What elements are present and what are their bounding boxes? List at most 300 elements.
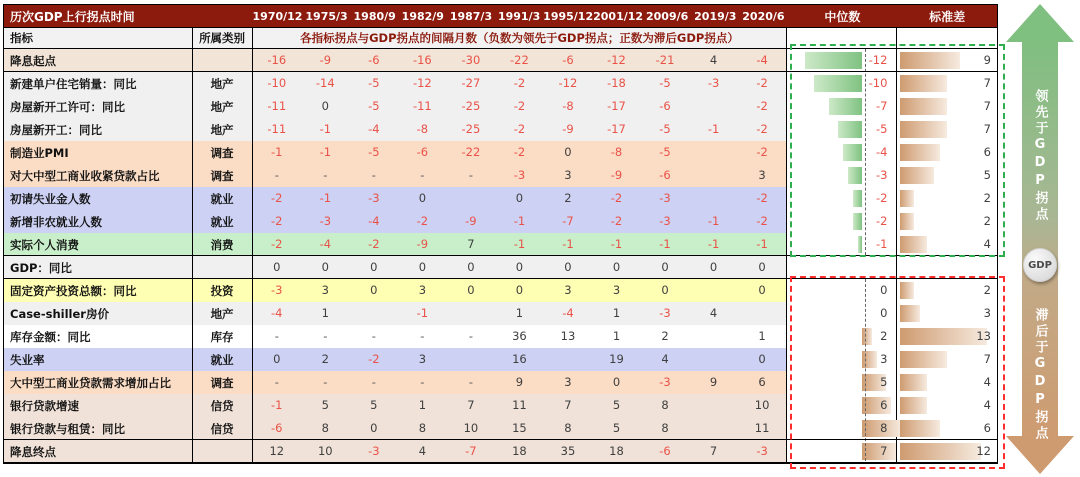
value-cell: 3 [418, 352, 427, 366]
value-cell [689, 417, 738, 440]
value-cell: -4 [368, 122, 380, 136]
value-cell: 0 [612, 260, 621, 274]
value-cell: -2 [513, 122, 526, 136]
value-cell: 3 [418, 283, 427, 297]
indicator-column-header: 指标 [4, 28, 193, 48]
value-cell: -9 [465, 214, 477, 228]
value-cell: -5 [368, 145, 380, 159]
value-cell: 0 [321, 260, 329, 274]
value-cell [447, 187, 496, 210]
table-row [4, 348, 997, 371]
date-column-headers [253, 5, 788, 27]
value-cell: -2 [756, 99, 768, 113]
category-cell: 调查 [193, 164, 253, 187]
std-cell [897, 164, 997, 187]
value-cell: 15 [512, 421, 527, 435]
lagging-gdp-label: 滞后于GDP拐点 [1032, 308, 1048, 442]
value-cell: 0 [418, 191, 427, 205]
column-header-date: 1991/3 [497, 9, 541, 23]
value-cell: -2 [513, 99, 526, 113]
value-cell: 2 [321, 352, 329, 366]
value-cell: -11 [267, 122, 287, 136]
category-cell: 信贷 [193, 394, 253, 417]
category-cell: 信贷 [193, 417, 253, 440]
median-value: -12 [868, 53, 888, 67]
value-cell: 0 [273, 260, 281, 274]
column-header-date: 1987/3 [449, 9, 493, 23]
std-cell [897, 394, 997, 417]
value-cell: -2 [271, 237, 283, 251]
std-cell [897, 233, 997, 256]
category-cell [193, 256, 253, 279]
value-cell: -16 [412, 53, 432, 67]
value-cell: 9 [515, 375, 524, 389]
indicator-name: 固定资产投资总额：同比 [4, 279, 193, 302]
value-cell: -3 [513, 168, 526, 182]
value-cell: -6 [659, 168, 671, 182]
value-cell: 18 [512, 444, 527, 458]
table-row [4, 302, 997, 325]
value-cell: 0 [515, 260, 524, 274]
median-cell [787, 371, 897, 394]
value-cell: 1 [758, 329, 766, 343]
column-header-date: 1975/3 [305, 9, 348, 23]
value-cells [253, 279, 788, 302]
value-cell: -4 [562, 306, 574, 320]
std-value: 4 [983, 398, 991, 412]
std-value: 4 [983, 375, 991, 389]
table-row [4, 141, 997, 164]
value-cell: 9 [709, 375, 718, 389]
table-row [4, 72, 997, 95]
value-cells [253, 72, 788, 95]
value-cell: -6 [659, 99, 671, 113]
category-cell: 消费 [193, 233, 253, 256]
category-cell: 投资 [193, 279, 253, 302]
std-cell [897, 440, 997, 463]
value-cell: -11 [412, 99, 432, 113]
std-cell [897, 49, 997, 72]
std-column-header: 标准差 [929, 9, 966, 24]
value-cell: -22 [510, 53, 529, 67]
value-cells [253, 233, 788, 256]
indicator-name: Case-shiller房价 [4, 302, 193, 325]
median-cell [787, 279, 897, 302]
median-zero-axis-top [865, 49, 866, 255]
indicator-name: 新增非农就业人数 [4, 210, 193, 233]
value-cell [689, 95, 738, 118]
gdp-badge: GDP [1023, 248, 1057, 282]
value-cell: -12 [607, 53, 626, 67]
std-cell [897, 118, 997, 141]
value-cell: -9 [610, 168, 623, 182]
value-cell: -3 [368, 444, 380, 458]
value-cell: 5 [321, 398, 329, 412]
value-cell: -9 [416, 237, 429, 251]
median-value: -5 [875, 122, 888, 136]
value-cell: -4 [319, 237, 332, 251]
value-cell: 0 [661, 283, 669, 297]
value-cell: 0 [515, 283, 524, 297]
value-cell: - [420, 329, 425, 343]
std-bar [900, 397, 927, 414]
indicator-name: 降息起点 [4, 49, 193, 72]
indicator-name: 银行贷款与租赁：同比 [4, 417, 193, 440]
table-row [4, 279, 997, 302]
value-cell: 5 [370, 398, 378, 412]
value-cell: - [274, 375, 279, 389]
table-row [4, 233, 997, 256]
value-cell: 10 [317, 444, 333, 458]
std-bar [900, 190, 913, 207]
value-cell: 12 [269, 444, 285, 458]
value-cells [253, 118, 788, 141]
value-cell: -8 [562, 99, 574, 113]
value-cell: -1 [756, 237, 768, 251]
lead-lag-axis-arrow [1006, 4, 1074, 474]
value-cell: -1 [707, 214, 720, 228]
indicator-name: 对大中型工商业收紧贷款占比 [4, 164, 193, 187]
value-cell: -27 [461, 76, 481, 90]
indicator-name: 初请失业金人数 [4, 187, 193, 210]
category-cell: 调查 [193, 371, 253, 394]
value-cell: -1 [562, 237, 574, 251]
value-cell: 0 [758, 260, 766, 274]
value-cell: -3 [659, 306, 671, 320]
value-cell: -6 [271, 421, 283, 435]
value-cell: -5 [368, 76, 380, 90]
value-cell: 0 [564, 260, 572, 274]
table-row [4, 49, 997, 72]
table-row [4, 210, 997, 233]
value-cells [253, 348, 788, 371]
median-cell [787, 72, 897, 95]
median-bar [829, 98, 863, 115]
std-bar [900, 167, 934, 184]
column-header-date: 2001/12 [593, 9, 644, 23]
value-cell: 8 [564, 421, 572, 435]
value-cell: 8 [321, 421, 329, 435]
value-cell: -1 [707, 237, 720, 251]
table-row [4, 118, 997, 141]
table-header-row [4, 5, 997, 27]
column-header-date: 1995/12 [543, 9, 594, 23]
column-header-date: 1970/12 [252, 9, 303, 23]
value-cell: 8 [418, 421, 427, 435]
median-value: 0 [880, 283, 888, 297]
value-cells [253, 417, 788, 440]
value-cell: - [371, 168, 376, 182]
median-cell [787, 417, 897, 440]
value-cell [544, 348, 593, 371]
value-cell: 1 [321, 306, 329, 320]
median-value: 3 [880, 352, 888, 366]
value-cell: 4 [709, 306, 718, 320]
value-cell: -9 [562, 122, 574, 136]
value-cell: 36 [512, 329, 527, 343]
value-cell: 3 [564, 375, 572, 389]
median-subheader-blank [787, 28, 897, 48]
value-cells [253, 440, 788, 463]
std-value: 3 [983, 306, 991, 320]
value-cell: 0 [661, 260, 669, 274]
value-cell: - [420, 375, 425, 389]
value-cell: -1 [271, 398, 283, 412]
median-value: -10 [868, 76, 888, 90]
value-cell: -2 [756, 214, 768, 228]
value-cell [350, 302, 399, 325]
value-cell: 7 [709, 444, 718, 458]
category-cell: 调查 [193, 141, 253, 164]
page-title: 历次GDP上行拐点时间 [10, 9, 135, 24]
value-cell: 8 [661, 398, 669, 412]
value-cell: - [371, 329, 376, 343]
value-cells [253, 164, 788, 187]
table-row [4, 95, 997, 118]
std-value: 5 [983, 168, 991, 182]
table-row [4, 325, 997, 348]
std-bar [900, 420, 940, 437]
std-bar [900, 121, 947, 138]
value-cell: -3 [368, 191, 380, 205]
value-cell: - [371, 375, 376, 389]
category-cell: 库存 [193, 325, 253, 348]
value-cell: -3 [659, 375, 671, 389]
value-cell: - [323, 329, 328, 343]
indicator-name: 新建单户住宅销量：同比 [4, 72, 193, 95]
value-cell: -22 [461, 145, 481, 159]
indicator-name: 降息终点 [4, 440, 193, 463]
median-value: -3 [875, 168, 888, 182]
median-cell [787, 348, 897, 371]
value-cell: -6 [562, 53, 574, 67]
value-cell: -2 [513, 145, 526, 159]
leading-gdp-label: 领先于GDP拐点 [1032, 89, 1048, 223]
value-cell: -14 [315, 76, 335, 90]
median-cell [787, 233, 897, 256]
value-cells [253, 95, 788, 118]
median-bar [805, 52, 863, 69]
value-cell: - [274, 329, 279, 343]
median-cell [787, 118, 897, 141]
category-cell: 地产 [193, 118, 253, 141]
value-cell: 5 [612, 398, 621, 412]
column-header-date: 2020/6 [742, 9, 785, 23]
value-cell [689, 164, 738, 187]
value-cells [253, 210, 788, 233]
value-cell: -12 [558, 76, 578, 90]
value-cell: 0 [758, 352, 766, 366]
table-row [4, 394, 997, 417]
std-cell [897, 348, 997, 371]
std-value: 7 [983, 99, 991, 113]
std-cell [897, 210, 997, 233]
value-cell: -3 [659, 214, 671, 228]
table-row [4, 440, 997, 463]
value-cell [447, 302, 496, 325]
value-cell: 3 [564, 283, 572, 297]
value-cells [253, 302, 788, 325]
value-cell: -4 [368, 214, 380, 228]
value-cells [253, 325, 788, 348]
column-header-date: 1980/9 [353, 9, 396, 23]
std-value: 7 [983, 76, 991, 90]
value-cell: 10 [463, 421, 479, 435]
value-cells [253, 394, 788, 417]
std-value: 7 [983, 352, 991, 366]
value-cell: -3 [659, 191, 671, 205]
median-cell [787, 440, 897, 463]
value-cell: 0 [370, 260, 378, 274]
value-cell: -1 [610, 237, 623, 251]
value-cell: 0 [273, 352, 281, 366]
std-subheader-blank [897, 28, 997, 48]
column-header-date: 2009/6 [646, 9, 689, 23]
std-cell [897, 279, 997, 302]
indicator-name: 银行贷款增速 [4, 394, 193, 417]
value-cell: 3 [564, 168, 572, 182]
value-cell: 7 [467, 398, 475, 412]
median-cell [787, 325, 897, 348]
std-cell [897, 141, 997, 164]
value-cell: -2 [610, 191, 623, 205]
value-cell: 8 [661, 421, 669, 435]
std-bar [900, 374, 927, 391]
value-cell: - [323, 375, 328, 389]
value-cell: -3 [756, 444, 768, 458]
value-cell: -3 [707, 76, 720, 90]
value-cell [689, 325, 738, 348]
std-bar [900, 328, 987, 345]
value-cells [253, 256, 788, 279]
value-cell: -10 [267, 76, 287, 90]
value-cell [689, 187, 738, 210]
value-cell: 5 [612, 421, 621, 435]
value-cell: -1 [319, 191, 332, 205]
std-cell [897, 325, 997, 348]
std-value: 2 [983, 283, 991, 297]
std-value: 6 [983, 145, 991, 159]
value-cell: -2 [756, 122, 768, 136]
median-value: 5 [880, 375, 888, 389]
std-value: 2 [983, 191, 991, 205]
median-value: -2 [875, 191, 888, 205]
table-row [4, 371, 997, 394]
value-cell: 4 [661, 352, 669, 366]
indicator-name: 房屋新开工许可：同比 [4, 95, 193, 118]
table-row [4, 417, 997, 440]
value-cell: 0 [467, 260, 475, 274]
value-cell: -6 [416, 145, 429, 159]
value-cell: -2 [610, 214, 623, 228]
value-cell: -1 [513, 237, 526, 251]
value-cell: 0 [321, 99, 329, 113]
indicator-name: GDP：同比 [4, 256, 193, 279]
value-cell: 0 [612, 375, 621, 389]
value-cell: -2 [271, 191, 283, 205]
value-cell: 13 [560, 329, 576, 343]
value-cell: -2 [416, 214, 429, 228]
median-cell [787, 49, 897, 72]
value-cell: 2 [661, 329, 669, 343]
value-cell: -25 [461, 122, 481, 136]
std-bar [900, 282, 913, 299]
value-cell: -8 [610, 145, 623, 159]
std-value: 12 [976, 444, 991, 458]
median-value: 7 [880, 444, 888, 458]
indicator-name: 实际个人消费 [4, 233, 193, 256]
value-cell: -1 [319, 122, 332, 136]
value-cell: -2 [271, 214, 283, 228]
value-cell: 0 [370, 421, 378, 435]
category-cell [193, 49, 253, 72]
median-zero-axis-bottom [865, 279, 866, 461]
value-cell: 3 [612, 283, 621, 297]
value-cell: -30 [461, 53, 481, 67]
value-cell: -6 [368, 53, 380, 67]
std-value: 7 [983, 122, 991, 136]
median-cell [787, 187, 897, 210]
indicator-name: 房屋新开工：同比 [4, 118, 193, 141]
value-cell: 0 [564, 145, 572, 159]
value-cell: -16 [267, 53, 287, 67]
std-bar [900, 443, 980, 460]
median-value: -7 [875, 99, 888, 113]
value-cell [689, 279, 738, 302]
value-cell: 0 [709, 260, 718, 274]
median-cell [787, 210, 897, 233]
value-cell: -4 [271, 306, 283, 320]
std-bar [900, 52, 960, 69]
std-cell [897, 187, 997, 210]
value-cell: -5 [659, 145, 671, 159]
std-bar [900, 351, 947, 368]
value-cell: -7 [465, 444, 477, 458]
category-cell: 地产 [193, 302, 253, 325]
value-cell: 7 [564, 398, 572, 412]
median-cell [787, 256, 897, 279]
table-subheader-row [4, 27, 997, 49]
value-cell: -1 [416, 306, 429, 320]
value-cell [447, 348, 496, 371]
value-cell [738, 302, 787, 325]
value-cell: 1 [612, 329, 621, 343]
std-bar [900, 213, 913, 230]
median-cell [787, 141, 897, 164]
median-column-header: 中位数 [824, 9, 861, 24]
value-cell [689, 348, 738, 371]
value-cell: -4 [756, 53, 768, 67]
value-cell: -12 [412, 76, 432, 90]
value-cell: -2 [513, 76, 526, 90]
median-cell [787, 95, 897, 118]
value-cell: 35 [560, 444, 576, 458]
category-cell: 就业 [193, 210, 253, 233]
value-cell: 1 [515, 306, 524, 320]
value-cell: 0 [370, 283, 378, 297]
value-cell: - [468, 375, 473, 389]
value-cells [253, 187, 788, 210]
std-cell [897, 371, 997, 394]
median-bar [814, 75, 862, 92]
value-cell: 19 [609, 352, 624, 366]
indicator-name: 大中型工商业贷款需求增加占比 [4, 371, 193, 394]
value-cells [253, 141, 788, 164]
value-cell: - [323, 168, 328, 182]
value-cell [689, 141, 738, 164]
value-cell: -25 [461, 99, 481, 113]
category-cell: 就业 [193, 187, 253, 210]
